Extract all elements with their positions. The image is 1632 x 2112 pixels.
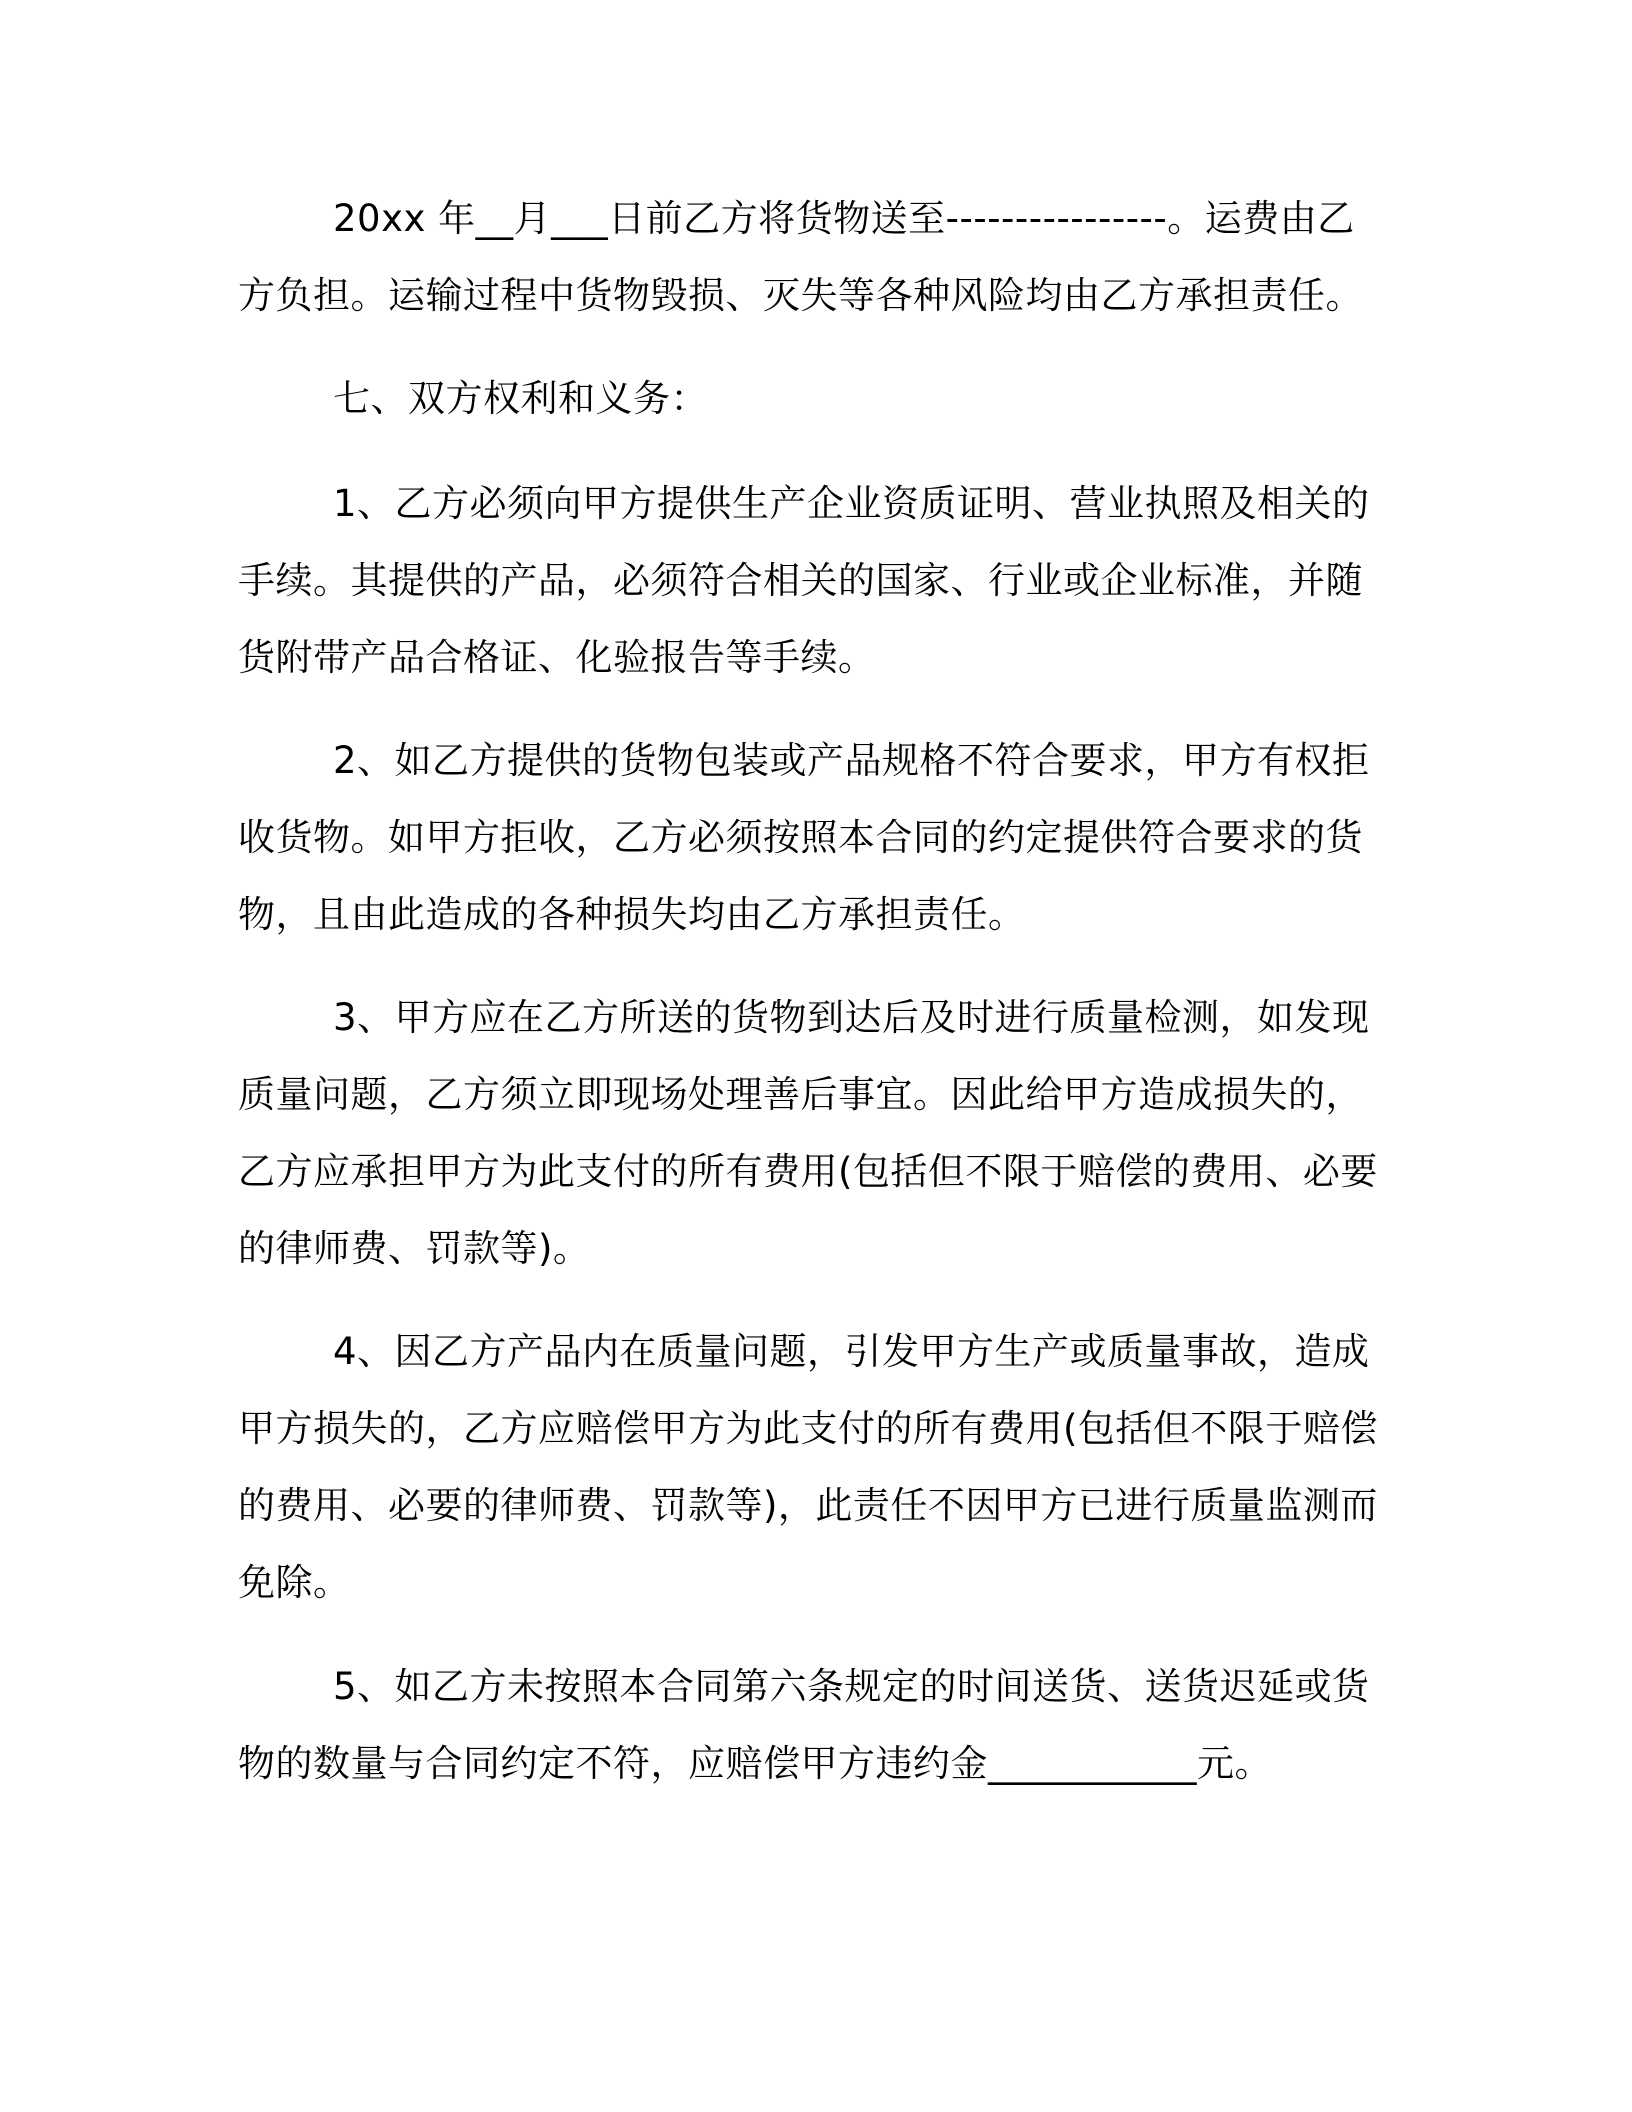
paragraph-line: 货附带产品合格证、化验报告等手续。 xyxy=(238,636,876,679)
paragraph-line: 的律师费、罚款等)。 xyxy=(238,1227,591,1270)
paragraph-line: 甲方损失的，乙方应赔偿甲方为此支付的所有费用(包括但不限于赔偿 xyxy=(238,1407,1378,1450)
paragraph-line: 的费用、必要的律师费、罚款等)，此责任不因甲方已进行质量监测而 xyxy=(238,1484,1378,1527)
paragraph-line: 物的数量与合同约定不符，应赔偿甲方违约金___________元。 xyxy=(238,1742,1272,1785)
paragraph-line: 收货物。如甲方拒收，乙方必须按照本合同的约定提供符合要求的货 xyxy=(238,816,1363,859)
clause-1 xyxy=(238,465,1378,696)
clause-4 xyxy=(238,1313,1378,1621)
paragraph-line: 质量问题，乙方须立即现场处理善后事宜。因此给甲方造成损失的， xyxy=(238,1073,1363,1116)
paragraph-line: 20xx 年__月___日前乙方将货物送至----------------。运费由乙 xyxy=(333,197,1355,240)
paragraph-line: 4、因乙方产品内在质量问题，引发甲方生产或质量事故，造成 xyxy=(333,1330,1370,1373)
clause-2 xyxy=(238,722,1378,953)
paragraph-line: 5、如乙方未按照本合同第六条规定的时间送货、送货迟延或货 xyxy=(333,1665,1370,1708)
paragraph-line: 物，且由此造成的各种损失均由乙方承担责任。 xyxy=(238,893,1026,936)
clause-5 xyxy=(238,1648,1378,1802)
paragraph-delivery-terms xyxy=(238,180,1378,334)
paragraph-line: 手续。其提供的产品，必须符合相关的国家、行业或企业标准，并随 xyxy=(238,559,1363,602)
section-heading-rights-obligations xyxy=(238,360,1378,437)
clause-3 xyxy=(238,979,1378,1287)
paragraph-line: 1、乙方必须向甲方提供生产企业资质证明、营业执照及相关的 xyxy=(333,482,1370,525)
paragraph-line: 方负担。运输过程中货物毁损、灭失等各种风险均由乙方承担责任。 xyxy=(238,274,1363,317)
paragraph-line: 2、如乙方提供的货物包装或产品规格不符合要求，甲方有权拒 xyxy=(333,739,1370,782)
section-heading: 七、双方权利和义务： xyxy=(333,377,708,420)
paragraph-line: 免除。 xyxy=(238,1561,351,1604)
paragraph-line: 乙方应承担甲方为此支付的所有费用(包括但不限于赔偿的费用、必要 xyxy=(238,1150,1378,1193)
paragraph-line: 3、甲方应在乙方所送的货物到达后及时进行质量检测，如发现 xyxy=(333,996,1370,1039)
